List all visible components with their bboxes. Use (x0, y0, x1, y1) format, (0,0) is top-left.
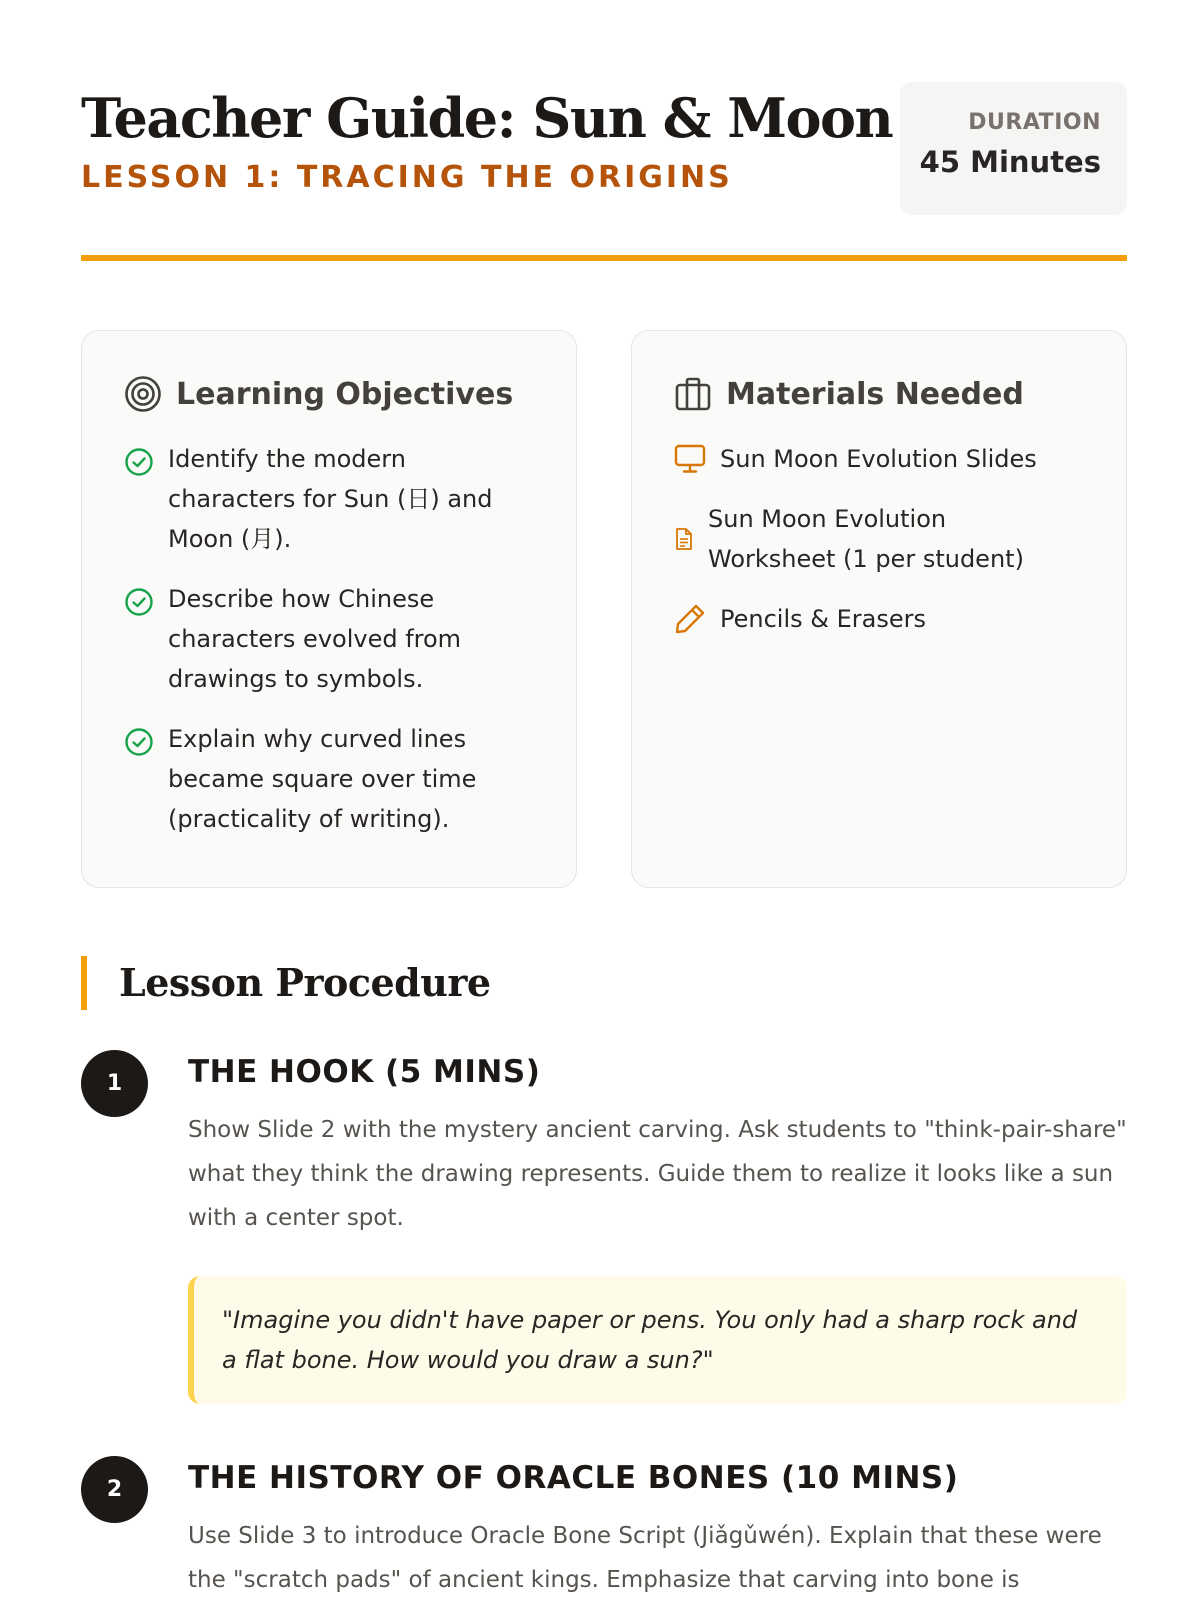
step-description: Show Slide 2 with the mystery ancient carving. Ask students to "think-pair-share" what they think the drawing represents. Guide them to realize it looks like a sun with a center spot. (188, 1117, 1127, 1231)
objective-text: Identify the modern characters for Sun (日) and Moon (月). (168, 445, 493, 553)
pencil-icon (674, 603, 706, 635)
materials-list (674, 439, 1084, 639)
procedure-title: Lesson Procedure (81, 956, 491, 1010)
duration-box (900, 82, 1127, 215)
step-number-badge: 2 (81, 1456, 148, 1523)
objectives-list (124, 439, 534, 839)
materials-needed-card (631, 330, 1127, 888)
check-circle-icon (124, 447, 154, 477)
check-circle-icon (124, 587, 154, 617)
objective-item (124, 719, 534, 839)
material-item (674, 599, 1084, 639)
learning-objectives-card (81, 330, 577, 888)
check-circle-icon (124, 727, 154, 757)
step-body (188, 1050, 1127, 1404)
briefcase-icon (674, 375, 712, 413)
header-divider (81, 255, 1127, 261)
material-item (674, 439, 1084, 479)
duration-label: DURATION (968, 110, 1101, 135)
materials-title: Materials Needed (726, 376, 1024, 412)
objectives-header (124, 371, 534, 417)
step-description: Use Slide 3 to introduce Oracle Bone Script (Jiǎgǔwén). Explain that these were the "scratch pads" of ancient kings. Emphasize that carving into bone is (188, 1523, 1102, 1593)
objective-item (124, 579, 534, 699)
page-header (81, 82, 1127, 214)
material-label: Sun Moon Evolution Worksheet (1 per student) (708, 505, 1024, 573)
material-item (674, 499, 1084, 579)
step-number-badge: 1 (81, 1050, 148, 1117)
target-icon (124, 375, 162, 413)
step-title: THE HOOK (5 MINS) (188, 1054, 541, 1090)
duration-value: 45 Minutes (919, 145, 1101, 179)
monitor-icon (674, 444, 706, 474)
objective-text: Describe how Chinese characters evolved from drawings to symbols. (168, 585, 462, 693)
document-icon (674, 527, 694, 551)
objective-item (124, 439, 534, 559)
objectives-title: Learning Objectives (176, 376, 514, 412)
material-label: Pencils & Erasers (720, 605, 926, 633)
step-title: THE HISTORY OF ORACLE BONES (10 MINS) (188, 1460, 959, 1496)
materials-header (674, 371, 1084, 417)
page-title: Teacher Guide: Sun & Moon (81, 86, 893, 150)
material-label: Sun Moon Evolution Slides (720, 445, 1037, 473)
teacher-quote: "Imagine you didn't have paper or pens. You only had a sharp rock and a flat bone. How would you draw a sun?" (188, 1276, 1127, 1404)
objective-text: Explain why curved lines became square over time (practicality of writing). (168, 725, 477, 833)
step-body (188, 1456, 1127, 1600)
lesson-subtitle: LESSON 1: TRACING THE ORIGINS (81, 160, 733, 195)
